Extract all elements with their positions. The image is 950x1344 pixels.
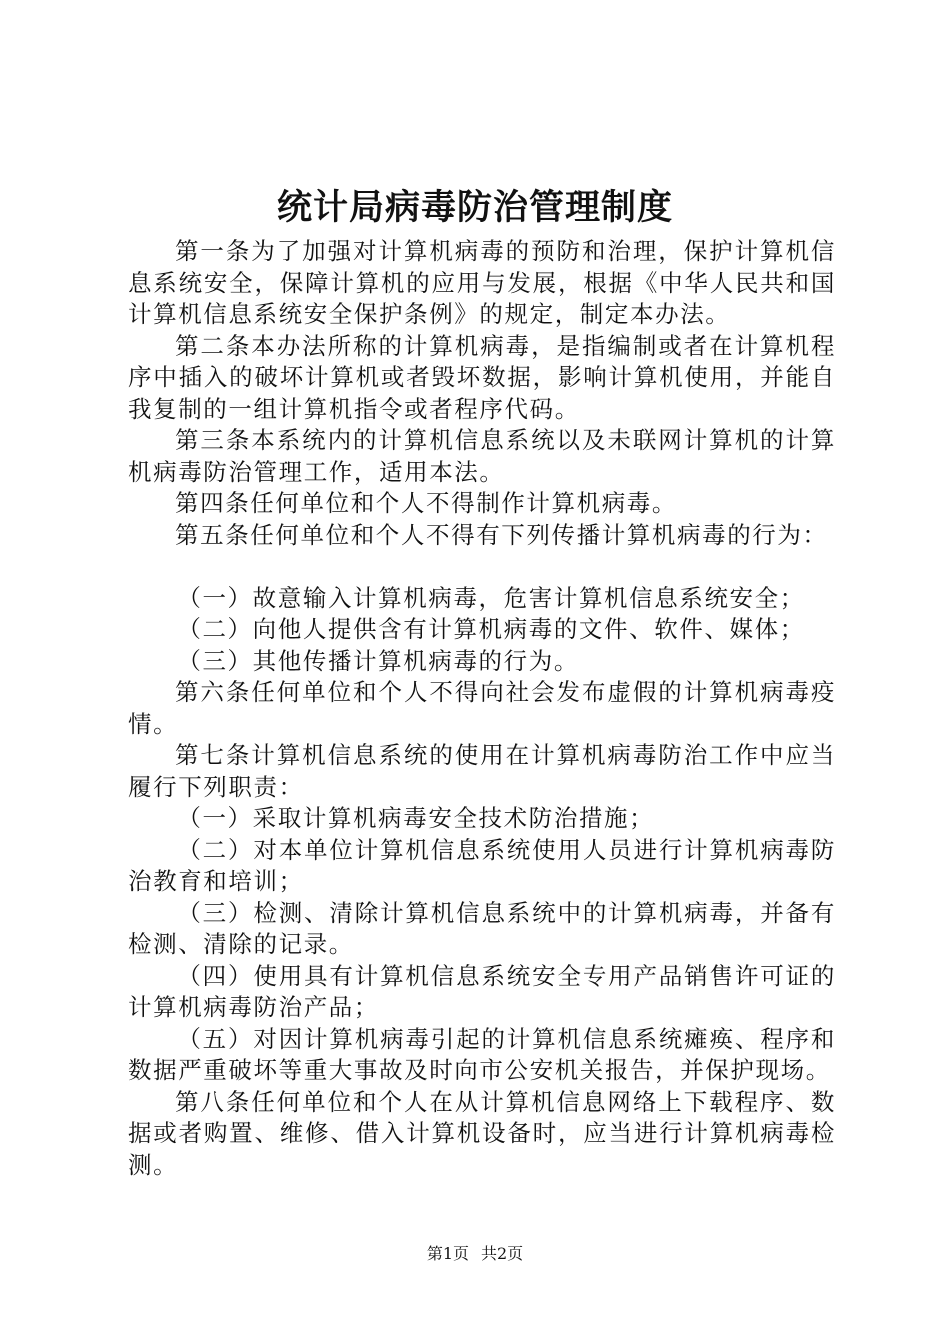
article-7-item-5: （五）对因计算机病毒引起的计算机信息系统瘫痪、程序和数据严重破坏等重大事故及时向市公安机关报告，并保护现场。 [128, 1024, 836, 1084]
article-5: 第五条任何单位和个人不得有下列传播计算机病毒的行为： [175, 520, 828, 549]
article-7-item-2: （二）对本单位计算机信息系统使用人员进行计算机病毒防治教育和培训； [128, 835, 836, 895]
article-5-item-1: （一）故意输入计算机病毒，危害计算机信息系统安全； [177, 583, 805, 612]
page-total: 共2页 [481, 1244, 524, 1263]
article-5-item-2: （二）向他人提供含有计算机病毒的文件、软件、媒体； [177, 615, 805, 643]
article-1: 第一条为了加强对计算机病毒的预防和治理，保护计算机信息系统安全，保障计算机的应用与发展，根据《中华人民共和国计算机信息系统安全保护条例》的规定，制定本办法。 [128, 237, 836, 328]
article-7-item-4: （四）使用具有计算机信息系统安全专用产品销售许可证的计算机病毒防治产品； [128, 961, 836, 1021]
article-6: 第六条任何单位和个人不得向社会发布虚假的计算机病毒疫情。 [128, 678, 836, 738]
page-number: 第1页 [426, 1244, 469, 1263]
article-7: 第七条计算机信息系统的使用在计算机病毒防治工作中应当履行下列职责： [128, 741, 836, 801]
article-4: 第四条任何单位和个人不得制作计算机病毒。 [175, 489, 677, 517]
page-footer [0, 1243, 950, 1265]
article-7-item-3: （三）检测、清除计算机信息系统中的计算机病毒，并备有检测、清除的记录。 [128, 898, 836, 958]
article-2: 第二条本办法所称的计算机病毒，是指编制或者在计算机程序中插入的破坏计算机或者毁坏数据，影响计算机使用，并能自我复制的一组计算机指令或者程序代码。 [128, 331, 836, 423]
article-5-item-3: （三）其他传播计算机病毒的行为。 [177, 646, 579, 675]
document-title: 统计局病毒防治管理制度 [276, 188, 673, 228]
article-3: 第三条本系统内的计算机信息系统以及未联网计算机的计算机病毒防治管理工作，适用本法。 [128, 426, 836, 486]
article-8: 第八条任何单位和个人在从计算机信息网络上下载程序、数据或者购置、维修、借入计算机设备时，应当进行计算机病毒检测。 [128, 1087, 836, 1179]
article-7-item-1: （一）采取计算机病毒安全技术防治措施； [177, 804, 655, 832]
document-body [128, 236, 836, 1181]
